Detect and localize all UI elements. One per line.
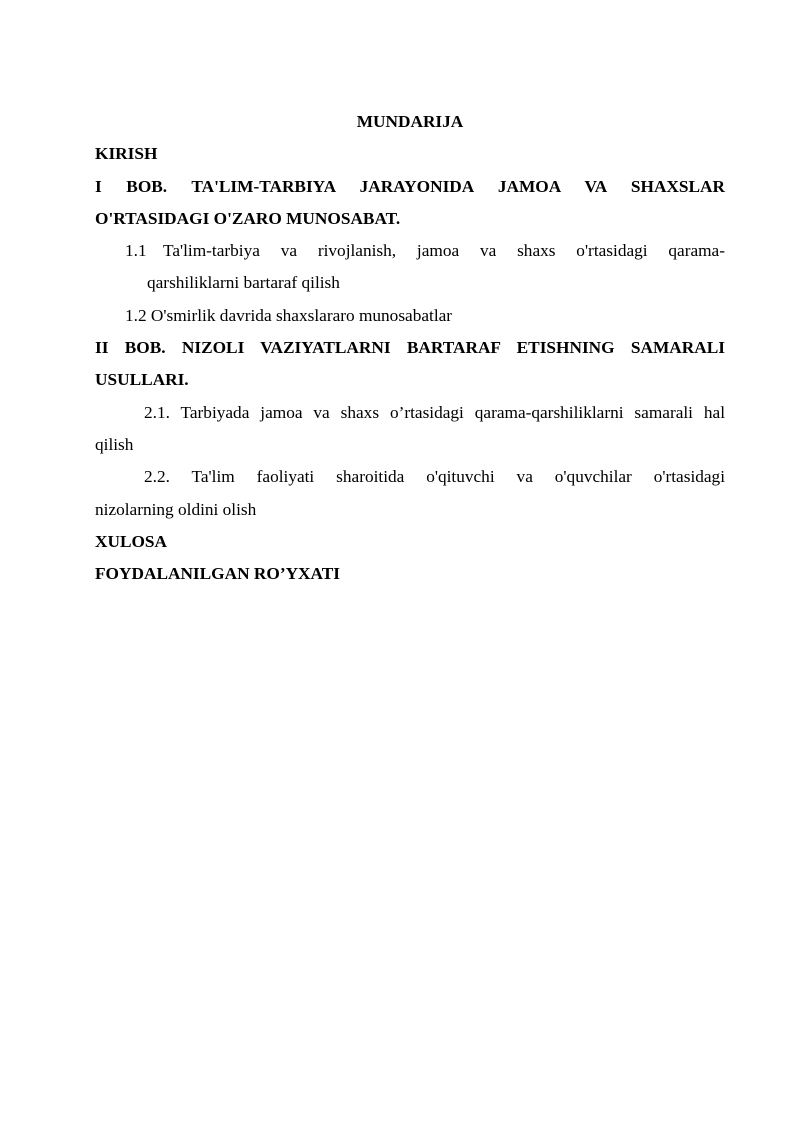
toc-title: MUNDARIJA [356,112,464,131]
toc-chapter2-line2: USULLARI. [95,370,189,390]
toc-references: FOYDALANILGAN RO’YXATI [95,564,340,584]
toc-chapter2-line1: II BOB. NIZOLI VAZIYATLARNI BARTARAF ETISHNING SAMARALI [95,338,725,358]
toc-chapter1-line1: I BOB. TA'LIM-TARBIYA JARAYONIDA JAMOA VA SHAXSLAR [95,176,725,196]
toc-section-2-2-line2: nizolarning oldini olish [95,499,257,519]
toc-section-1-1 [95,235,725,267]
toc-section-1-2: 1.2 O'smirlik davrida shaxslararo munosabatlar [125,305,453,325]
toc-section-1-1-line1: Ta'lim-tarbiya va rivojlanish, jamoa va shaxs o'rtasidagi qarama- [163,241,725,261]
table-of-contents [95,106,725,590]
toc-section-1-1-number: 1.1 [125,241,147,261]
toc-section-2-2-line1: 2.2. Ta'lim faoliyati sharoitida o'qituvchi va o'quvchilar o'rtasidagi [144,467,725,487]
toc-conclusion: XULOSA [95,531,168,551]
toc-section-1-1-line2: qarshiliklarni bartaraf qilish [147,273,340,293]
toc-section-2-1-line1: 2.1. Tarbiyada jamoa va shaxs o’rtasidagi qarama-qarshiliklarni samarali hal [144,402,725,422]
toc-chapter1-line2: O'RTASIDAGI O'ZARO MUNOSABAT. [95,208,401,228]
toc-intro: KIRISH [95,144,158,164]
toc-section-2-1-line2: qilish [95,434,134,454]
